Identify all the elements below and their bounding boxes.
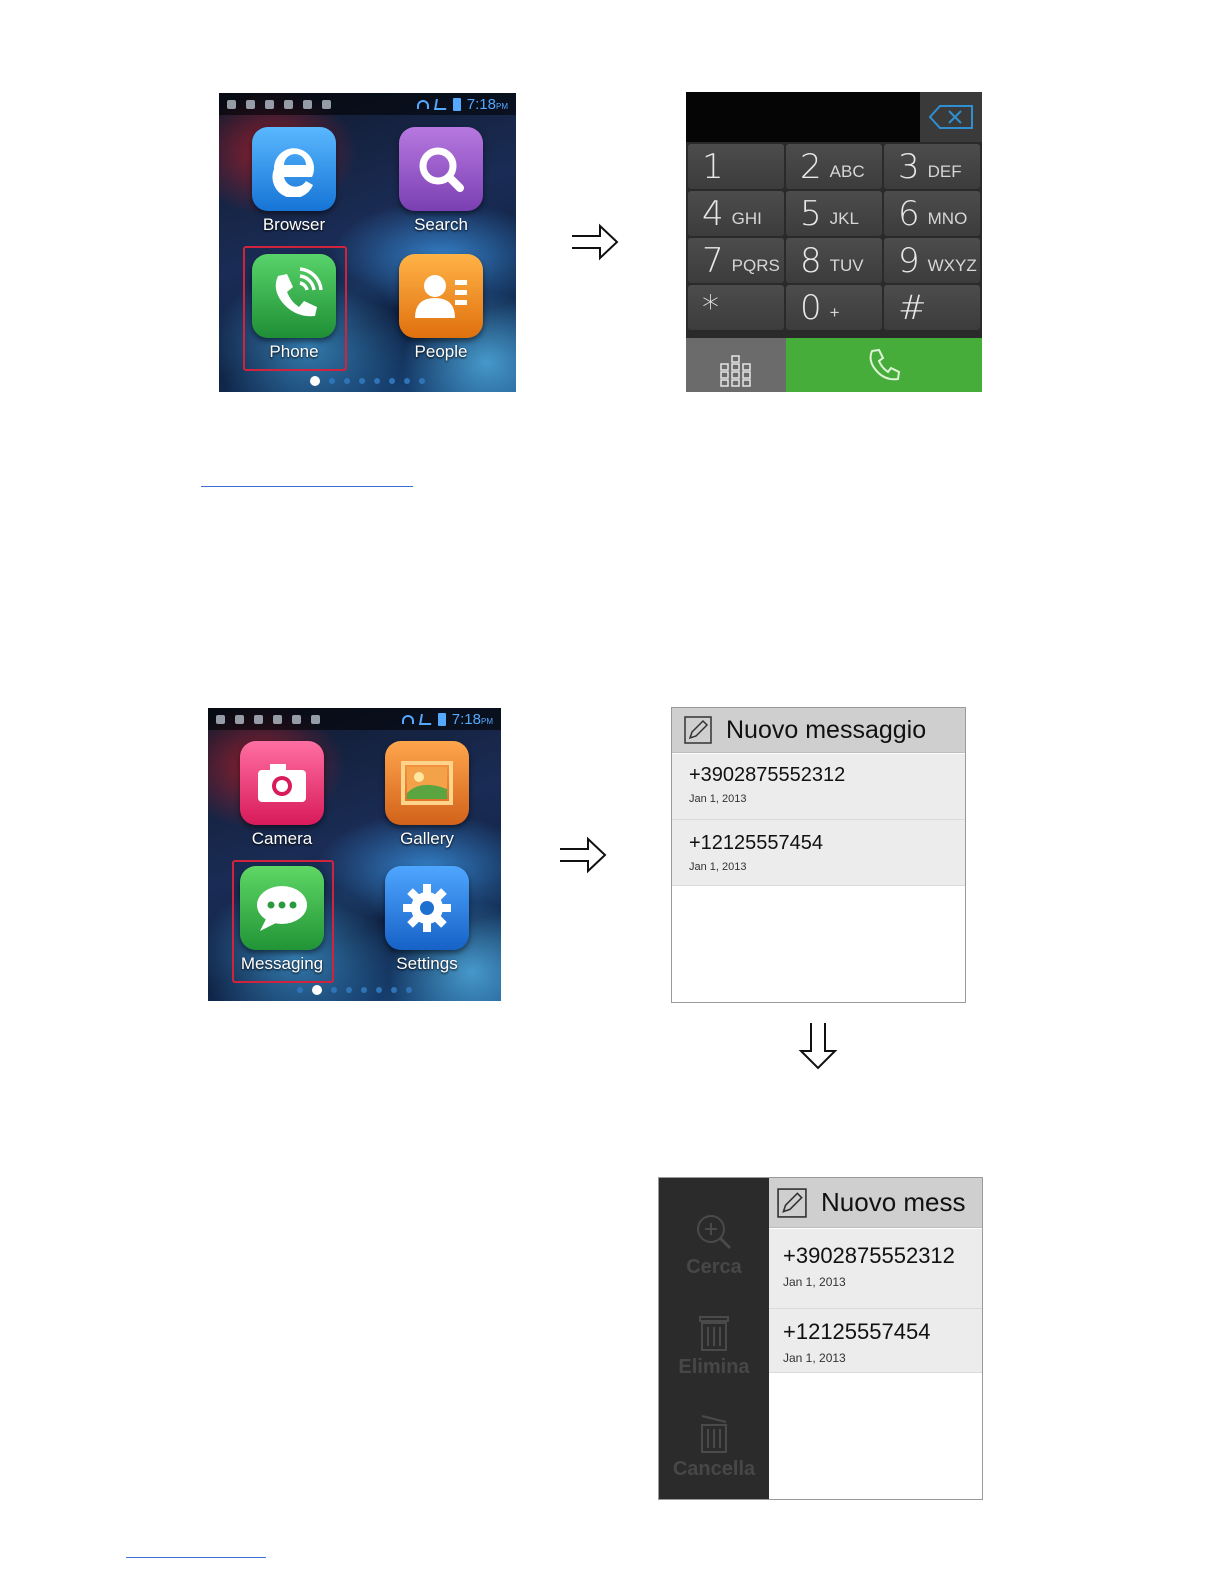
app-label: Messaging (240, 954, 324, 973)
messages-header[interactable] (769, 1178, 983, 1228)
backspace-button[interactable] (920, 92, 982, 142)
thread-date: Jan 1, 2013 (689, 793, 747, 805)
app-browser[interactable] (239, 127, 349, 235)
thread-number: +3902875552312 (783, 1243, 955, 1268)
app-label: Gallery (400, 829, 454, 848)
highlight-frame (243, 246, 347, 371)
key-hash[interactable]: # (884, 285, 980, 330)
key-7[interactable]: 7 PQRS (688, 238, 784, 283)
page-indicator (208, 985, 501, 995)
home-screen-1 (219, 93, 516, 392)
app-label: Camera (251, 829, 313, 848)
signal-icon (419, 714, 433, 725)
key-2[interactable]: 2 ABC (786, 144, 882, 189)
messages-screen (671, 707, 966, 1003)
battery-icon (453, 98, 461, 111)
down-arrow-icon (797, 1021, 839, 1071)
trash-lid-icon (696, 1414, 732, 1454)
search-icon (399, 127, 483, 211)
divider-line (201, 486, 413, 487)
thread-number: +12125557454 (783, 1319, 931, 1344)
key-6[interactable]: 6 MNO (884, 191, 980, 236)
menu-item-cancella[interactable] (659, 1414, 769, 1481)
thread-row[interactable] (769, 1229, 983, 1309)
backspace-icon (928, 104, 974, 130)
thread-number: +12125557454 (689, 832, 824, 854)
browser-icon (252, 127, 336, 211)
call-button[interactable] (786, 338, 982, 392)
battery-icon (438, 713, 446, 726)
menu-label: Cerca (686, 1256, 742, 1278)
dialer-screen (686, 92, 982, 392)
key-9[interactable]: 9 WXYZ (884, 238, 980, 283)
status-bar (219, 93, 516, 115)
app-label: Settings (396, 954, 458, 973)
app-camera[interactable] (227, 741, 337, 849)
compose-icon[interactable] (684, 716, 712, 744)
status-time: 7:18PM (451, 710, 493, 728)
status-indicators (417, 96, 508, 113)
thread-row[interactable] (672, 754, 965, 820)
settings-icon (385, 866, 469, 950)
menu-label: Cancella (672, 1458, 756, 1480)
status-indicators (402, 711, 493, 728)
thread-number: +3902875552312 (689, 764, 846, 786)
thread-date: Jan 1, 2013 (783, 1351, 846, 1365)
right-arrow-icon (558, 835, 608, 875)
menu-item-cerca[interactable] (659, 1212, 769, 1279)
gallery-icon (385, 741, 469, 825)
key-5[interactable]: 5 JKL (786, 191, 882, 236)
dial-display[interactable] (686, 92, 920, 142)
right-arrow-icon (570, 222, 620, 262)
menu-item-elimina[interactable] (659, 1314, 769, 1379)
wifi-icon (402, 715, 414, 724)
dialpad-toggle-button[interactable] (686, 338, 786, 392)
thread-row[interactable] (672, 820, 965, 886)
highlight-frame (232, 860, 334, 983)
new-message-title: Nuovo messaggio (726, 715, 927, 744)
menu-label: Elimina (678, 1356, 750, 1378)
home-screen-2 (208, 708, 501, 1001)
zoom-in-icon (694, 1212, 734, 1252)
messages-menu-screen (658, 1177, 983, 1500)
notification-icons (227, 100, 331, 109)
key-0[interactable]: 0 + (786, 285, 882, 330)
app-label: Search (414, 215, 468, 234)
app-label: Phone (269, 342, 319, 361)
status-time: 7:18PM (466, 95, 508, 113)
app-gallery[interactable] (372, 741, 482, 849)
thread-date: Jan 1, 2013 (783, 1275, 846, 1289)
status-bar (208, 708, 501, 730)
key-8[interactable]: 8 TUV (786, 238, 882, 283)
notification-icons (216, 715, 320, 724)
signal-icon (434, 99, 448, 110)
app-people[interactable] (386, 254, 496, 362)
keypad (688, 144, 982, 330)
key-3[interactable]: 3 DEF (884, 144, 980, 189)
key-4[interactable]: 4 GHI (688, 191, 784, 236)
camera-icon (240, 741, 324, 825)
messages-pane (769, 1178, 983, 1499)
compose-icon[interactable] (777, 1188, 807, 1218)
people-icon (399, 254, 483, 338)
app-label: Browser (262, 215, 326, 234)
dialpad-icon (718, 354, 754, 388)
key-1[interactable]: 1 (688, 144, 784, 189)
new-message-title: Nuovo mess (821, 1187, 966, 1217)
thread-date: Jan 1, 2013 (689, 861, 747, 873)
app-search[interactable] (386, 127, 496, 235)
page-indicator (219, 376, 516, 386)
call-icon (866, 347, 902, 383)
app-label: People (414, 342, 468, 361)
messages-header[interactable] (672, 708, 965, 753)
wifi-icon (417, 100, 429, 109)
options-menu (659, 1178, 769, 1499)
key-star[interactable]: * (688, 285, 784, 330)
trash-icon (696, 1314, 732, 1352)
thread-row[interactable] (769, 1309, 983, 1373)
divider-line (126, 1557, 266, 1558)
app-settings[interactable] (372, 866, 482, 974)
